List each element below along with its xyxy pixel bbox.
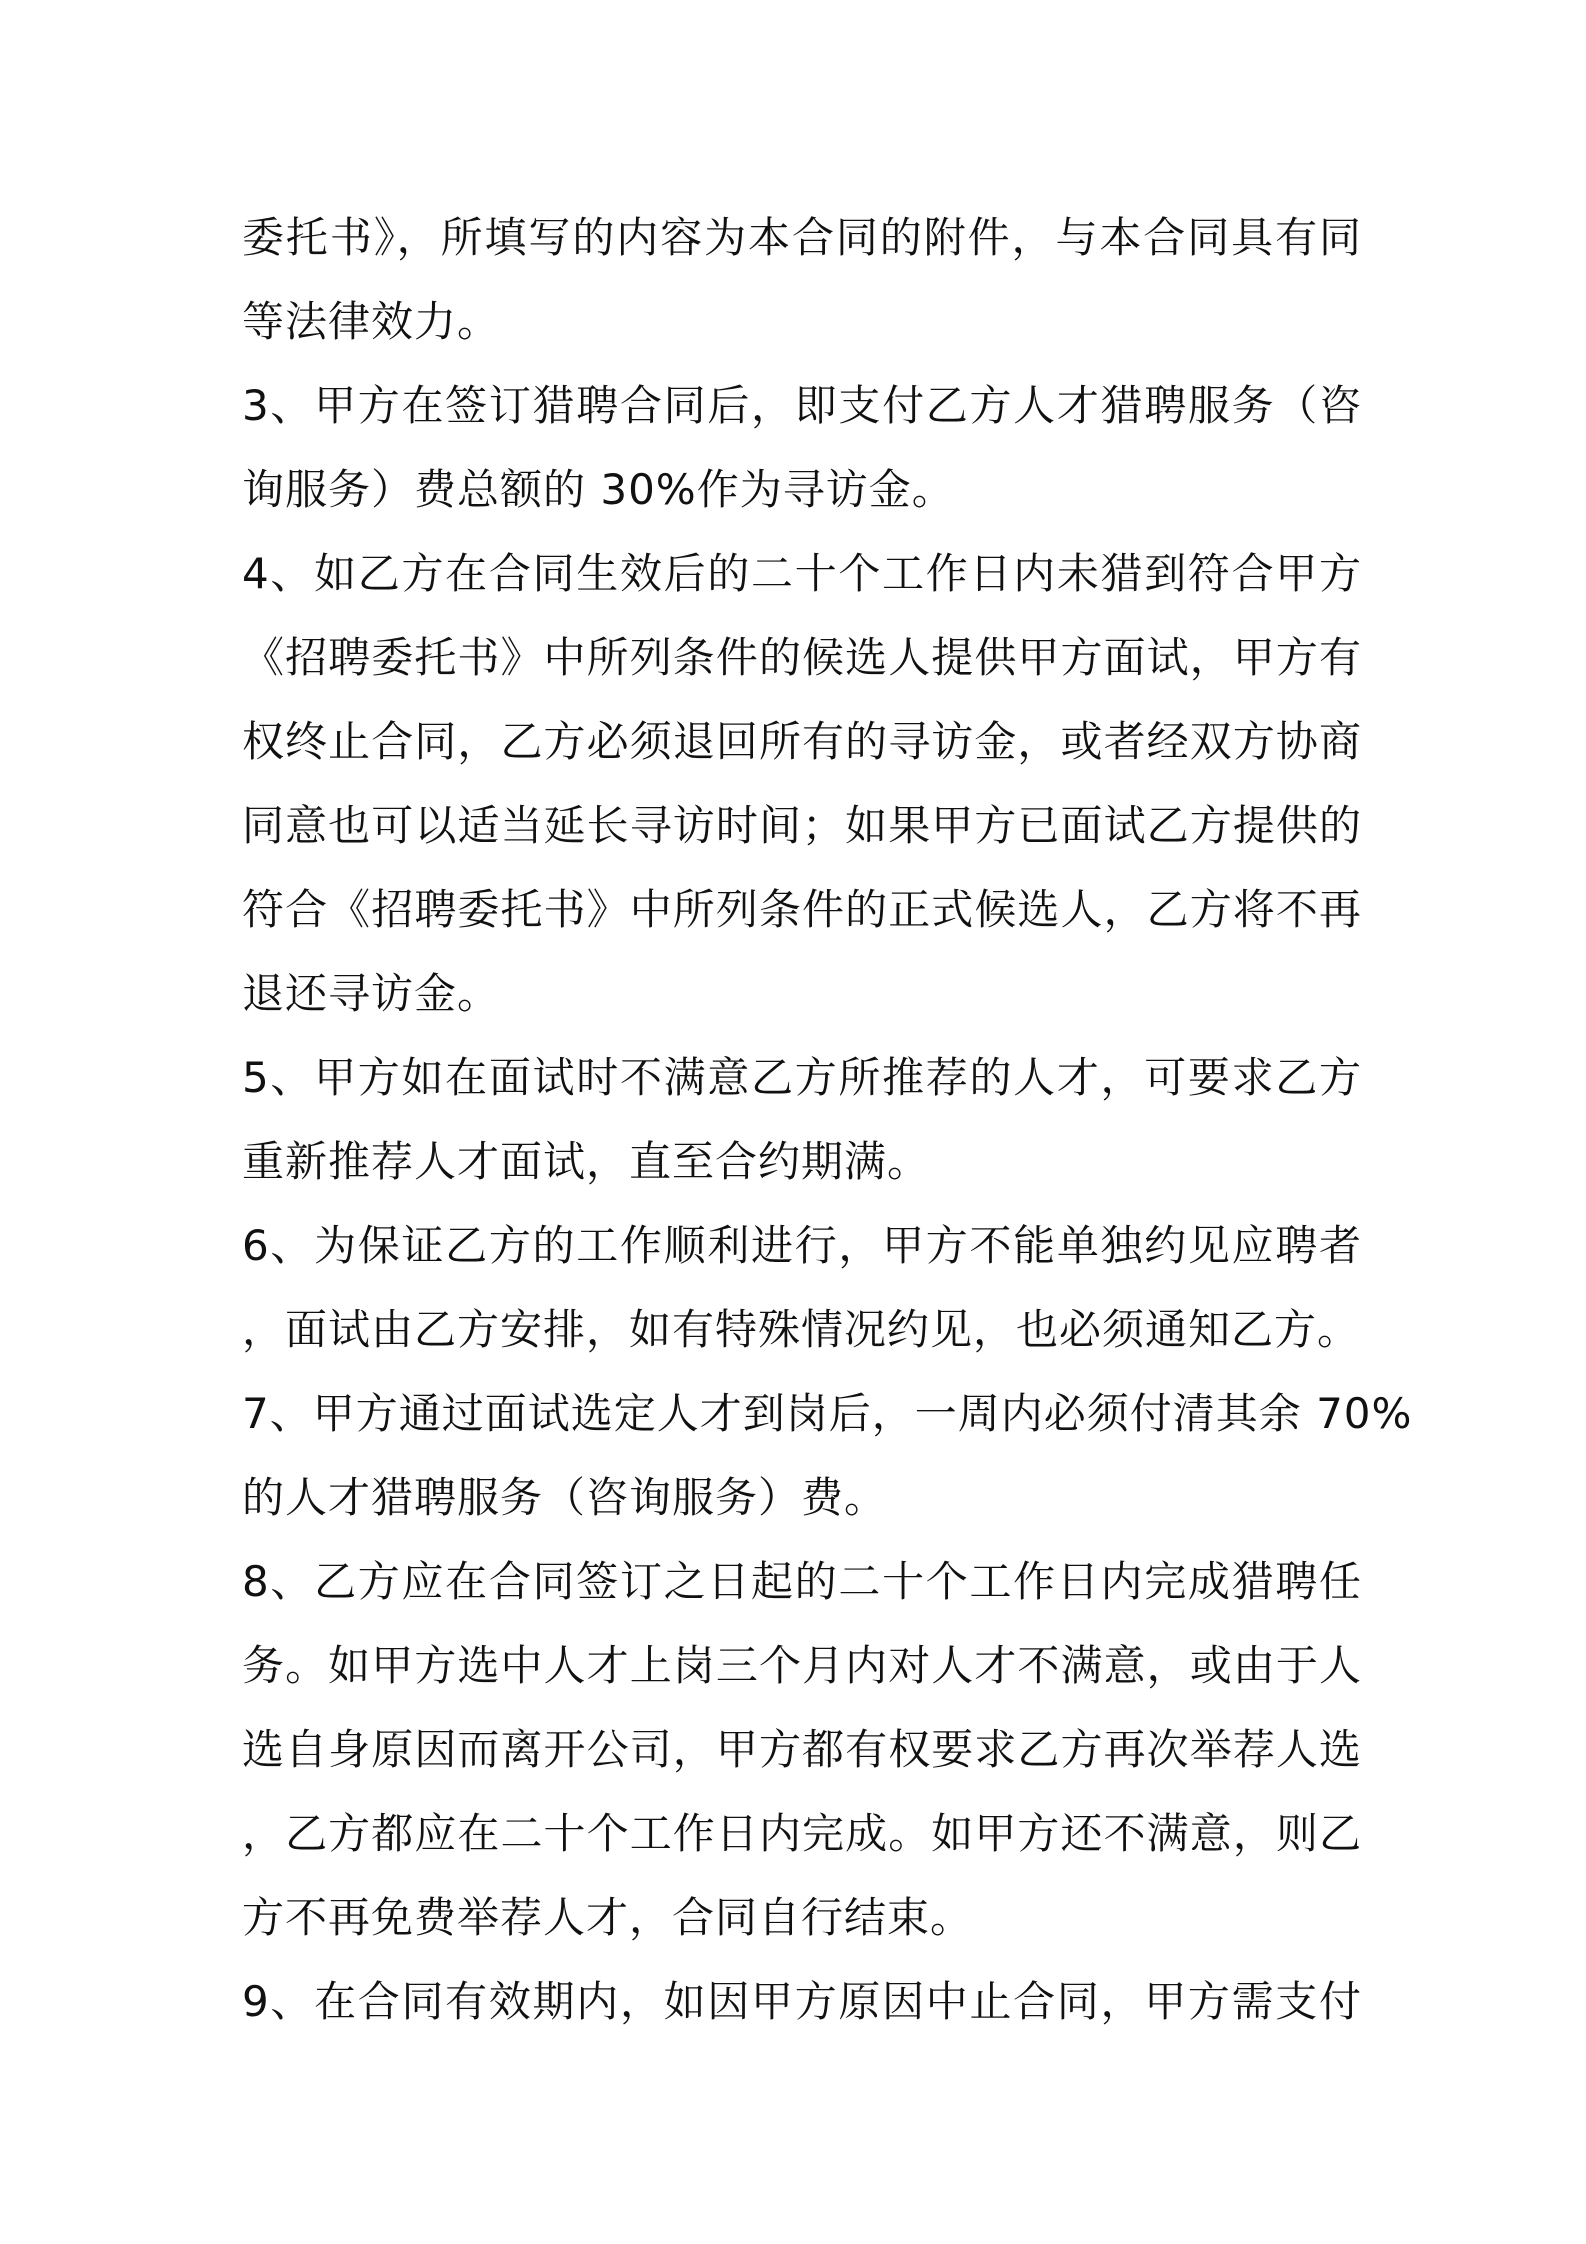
text-line: 9、在合同有效期内，如因甲方原因中止合同，甲方需支付 [242,1977,1362,2026]
text-line: 同意也可以适当延长寻访时间；如果甲方已面试乙方提供的 [242,801,1362,850]
text-line: 退还寻访金。 [242,969,501,1018]
text-line: 3、甲方在签订猎聘合同后，即支付乙方人才猎聘服务（咨 [242,381,1362,430]
text-line: 选自身原因而离开公司，甲方都有权要求乙方再次举荐人选 [242,1725,1362,1774]
text-line: 委托书》，所填写的内容为本合同的附件，与本合同具有同 [242,213,1362,262]
contract-text-block [242,196,1413,2044]
text-line: 7、甲方通过面试选定人才到岗后，一周内必须付清其余 70% [242,1389,1413,1438]
text-line: 4、如乙方在合同生效后的二十个工作日内未猎到符合甲方 [242,549,1362,598]
text-line: ，乙方都应在二十个工作日内完成。如甲方还不满意，则乙 [242,1809,1362,1858]
text-line: 8、乙方应在合同签订之日起的二十个工作日内完成猎聘任 [242,1557,1362,1606]
text-line: 5、甲方如在面试时不满意乙方所推荐的人才，可要求乙方 [242,1053,1362,1102]
text-line: 《招聘委托书》中所列条件的候选人提供甲方面试，甲方有 [242,633,1362,682]
text-line: 询服务）费总额的 30%作为寻访金。 [242,465,955,514]
text-line: 符合《招聘委托书》中所列条件的正式候选人，乙方将不再 [242,885,1362,934]
text-line: 的人才猎聘服务（咨询服务）费。 [242,1473,888,1522]
text-line: ，面试由乙方安排，如有特殊情况约见，也必须通知乙方。 [242,1305,1361,1354]
text-line: 重新推荐人才面试，直至合约期满。 [242,1137,931,1186]
text-line: 务。如甲方选中人才上岗三个月内对人才不满意，或由于人 [242,1641,1362,1690]
text-line: 方不再免费举荐人才，合同自行结束。 [242,1893,974,1942]
text-line: 6、为保证乙方的工作顺利进行，甲方不能单独约见应聘者 [242,1221,1362,1270]
text-line: 权终止合同，乙方必须退回所有的寻访金，或者经双方协商 [242,717,1362,766]
text-line: 等法律效力。 [242,297,501,346]
